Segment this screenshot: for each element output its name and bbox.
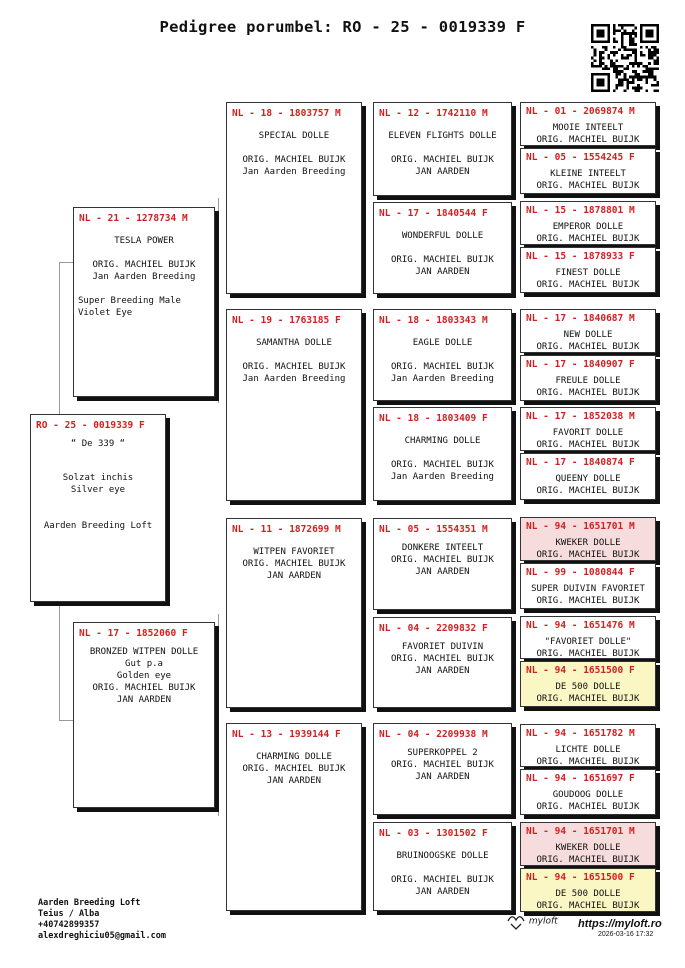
- owner: ORIG. MACHIEL BUIJK: [536, 596, 640, 606]
- pigeon-name: LICHTE DOLLE: [555, 745, 621, 755]
- pigeon-name: CHARMING DOLLE: [256, 752, 332, 762]
- pigeon-name: KWEKER DOLLE: [555, 843, 621, 853]
- gen4-card[interactable]: [373, 723, 512, 815]
- gen3-card[interactable]: [226, 723, 362, 911]
- pigeon-name: DE 500 DOLLE: [555, 682, 621, 692]
- breeder: Jan Aarden Breeding: [242, 374, 346, 384]
- gen4-card[interactable]: [373, 102, 512, 196]
- owner: ORIG. MACHIEL BUIJK: [536, 234, 640, 244]
- ring-number: NL - 94 - 1651701 M: [526, 521, 635, 532]
- owner: ORIG. MACHIEL BUIJK: [536, 694, 640, 704]
- pigeon-name: FAVORIET DUIVIN: [401, 642, 484, 652]
- owner: ORIG. MACHIEL BUIJK: [391, 155, 494, 165]
- father-name: TESLA POWER: [114, 236, 174, 246]
- ring-number: NL - 19 - 1763185 F: [232, 315, 341, 326]
- father-ring: NL - 21 - 1278734 M: [79, 213, 188, 224]
- owner: ORIG. MACHIEL BUIJK: [536, 135, 640, 145]
- owner: ORIG. MACHIEL BUIJK: [536, 388, 640, 398]
- ring-number: NL - 17 - 1840544 F: [379, 208, 488, 219]
- gen5-card[interactable]: [520, 563, 656, 609]
- subject-name: “ De 339 “: [70, 439, 126, 449]
- mother-card[interactable]: [73, 622, 215, 808]
- breeder: Jan Aarden Breeding: [242, 167, 346, 177]
- ring-number: NL - 17 - 1840907 F: [526, 359, 635, 370]
- gen4-card[interactable]: [373, 202, 512, 294]
- owner: ORIG. MACHIEL BUIJK: [536, 440, 640, 450]
- footer-loft: Aarden Breeding Loft: [38, 898, 141, 908]
- gen5-card[interactable]: [520, 148, 656, 194]
- father-owner: ORIG. MACHIEL BUIJK: [92, 260, 196, 270]
- mother-eye: Golden eye: [116, 671, 172, 681]
- ring-number: NL - 12 - 1742110 M: [379, 108, 488, 119]
- gen5-card[interactable]: [520, 724, 656, 767]
- ring-number: NL - 94 - 1651701 M: [526, 826, 635, 837]
- ring-number: NL - 11 - 1872699 M: [232, 524, 341, 535]
- ring-number: NL - 15 - 1878801 M: [526, 205, 635, 216]
- pigeon-name: FINEST DOLLE: [555, 268, 621, 278]
- footer-location: Teius / Alba: [38, 909, 100, 919]
- gen5-card-highlighted[interactable]: [520, 868, 656, 912]
- pigeon-name: FAVORIT DOLLE: [552, 428, 624, 438]
- ring-number: NL - 04 - 2209832 F: [379, 623, 488, 634]
- myloft-logo-icon: [506, 912, 526, 930]
- owner: ORIG. MACHIEL BUIJK: [536, 342, 640, 352]
- pigeon-name: EAGLE DOLLE: [412, 338, 473, 348]
- pigeon-name: EMPEROR DOLLE: [552, 222, 624, 232]
- gen4-card[interactable]: [373, 309, 512, 401]
- gen5-card[interactable]: [520, 769, 656, 815]
- owner: ORIG. MACHIEL BUIJK: [536, 901, 640, 911]
- pigeon-name: KLEINE INTEELT: [550, 169, 626, 179]
- mother-name: BRONZED WITPEN DOLLE: [89, 647, 199, 657]
- owner: ORIG. MACHIEL BUIJK: [242, 559, 346, 569]
- owner: ORIG. MACHIEL BUIJK: [536, 649, 640, 659]
- owner: ORIG. MACHIEL BUIJK: [536, 855, 640, 865]
- gen3-card[interactable]: [226, 518, 362, 708]
- breeder: Jan Aarden Breeding: [391, 472, 494, 482]
- breeder: JAN AARDEN: [415, 267, 470, 277]
- owner: ORIG. MACHIEL BUIJK: [391, 555, 494, 565]
- breeder: JAN AARDEN: [415, 567, 470, 577]
- pigeon-name: CHARMING DOLLE: [404, 436, 481, 446]
- mother-breeder: JAN AARDEN: [116, 695, 172, 705]
- site-link[interactable]: https://myloft.ro: [578, 918, 662, 930]
- ring-number: NL - 15 - 1878933 F: [526, 251, 635, 262]
- ring-number: NL - 94 - 1651500 F: [526, 872, 635, 883]
- breeder: JAN AARDEN: [415, 167, 470, 177]
- gen5-card[interactable]: [520, 102, 656, 146]
- pigeon-name: WITPEN FAVORIET: [253, 547, 335, 557]
- gen5-card-highlighted[interactable]: [520, 822, 656, 866]
- ring-number: NL - 05 - 1554351 M: [379, 524, 488, 535]
- pigeon-name: SUPERKOPPEL 2: [407, 748, 478, 758]
- ring-number: NL - 94 - 1651476 M: [526, 620, 635, 631]
- gen5-card[interactable]: [520, 201, 656, 245]
- owner: ORIG. MACHIEL BUIJK: [391, 255, 494, 265]
- ring-number: NL - 13 - 1939144 F: [232, 729, 341, 740]
- owner: ORIG. MACHIEL BUIJK: [391, 760, 494, 770]
- gen5-card-highlighted[interactable]: [520, 661, 656, 707]
- breeder: JAN AARDEN: [415, 666, 470, 676]
- mother-owner: ORIG. MACHIEL BUIJK: [92, 683, 196, 693]
- gen5-card-highlighted[interactable]: [520, 517, 656, 561]
- subject-eye: Silver eye: [70, 485, 126, 495]
- ring-number: NL - 03 - 1301502 F: [379, 828, 488, 839]
- gen3-card[interactable]: [226, 102, 362, 294]
- pigeon-name: SAMANTHA DOLLE: [256, 338, 332, 348]
- pigeon-name: WONDERFUL DOLLE: [401, 231, 484, 241]
- pigeon-name: NEW DOLLE: [563, 330, 613, 340]
- ring-number: NL - 99 - 1080844 F: [526, 567, 635, 578]
- owner: ORIG. MACHIEL BUIJK: [391, 654, 494, 664]
- owner: ORIG. MACHIEL BUIJK: [242, 362, 346, 372]
- owner: ORIG. MACHIEL BUIJK: [536, 757, 640, 767]
- owner: ORIG. MACHIEL BUIJK: [536, 802, 640, 812]
- gen5-card[interactable]: [520, 407, 656, 451]
- pigeon-name: "FAVORIET DOLLE": [544, 637, 632, 647]
- subject-color: Solzat inchis: [62, 473, 134, 483]
- ring-number: NL - 05 - 1554245 F: [526, 152, 635, 163]
- ring-number: NL - 04 - 2209938 M: [379, 729, 488, 740]
- contact-block: [38, 898, 166, 942]
- gen4-card[interactable]: [373, 518, 512, 610]
- owner: ORIG. MACHIEL BUIJK: [391, 875, 494, 885]
- mother-ring: NL - 17 - 1852060 F: [79, 628, 188, 639]
- ring-number: NL - 17 - 1852038 M: [526, 411, 635, 422]
- owner: ORIG. MACHIEL BUIJK: [536, 280, 640, 290]
- gen5-card[interactable]: [520, 355, 656, 401]
- breeder: JAN AARDEN: [266, 571, 322, 581]
- breeder: JAN AARDEN: [415, 887, 470, 897]
- breeder: JAN AARDEN: [415, 772, 470, 782]
- pigeon-name: BRUINOOGSKE DOLLE: [396, 851, 489, 861]
- gen5-card[interactable]: [520, 616, 656, 659]
- pigeon-name: ELEVEN FLIGHTS DOLLE: [388, 131, 497, 141]
- father-card[interactable]: [73, 207, 215, 397]
- father-note: Super Breeding Male: [78, 296, 181, 306]
- pigeon-name: KWEKER DOLLE: [555, 538, 621, 548]
- footer-phone: +40742899357: [38, 920, 100, 930]
- ring-number: NL - 17 - 1840874 F: [526, 457, 635, 468]
- gen5-card[interactable]: [520, 309, 656, 353]
- gen5-card[interactable]: [520, 453, 656, 500]
- ring-number: NL - 94 - 1651782 M: [526, 728, 635, 739]
- page-title: Pedigree porumbel: RO - 25 - 0019339 F: [159, 18, 526, 36]
- print-datetime: 2026-03-16 17:32: [598, 931, 654, 938]
- pigeon-name: DONKERE INTEELT: [401, 543, 484, 553]
- pigeon-name: SPECIAL DOLLE: [258, 131, 330, 141]
- pigeon-name: GOUDOOG DOLLE: [552, 790, 624, 800]
- pigeon-name: MOOIE INTEELT: [552, 123, 624, 133]
- gen4-card[interactable]: [373, 822, 512, 911]
- breeder: JAN AARDEN: [266, 776, 322, 786]
- owner: ORIG. MACHIEL BUIJK: [536, 486, 640, 496]
- gen4-card[interactable]: [373, 617, 512, 708]
- owner: ORIG. MACHIEL BUIJK: [391, 362, 494, 372]
- subject-loft: Aarden Breeding Loft: [43, 521, 153, 531]
- subject-card[interactable]: [30, 414, 166, 602]
- father-eye: Violet Eye: [78, 308, 133, 318]
- ring-number: NL - 18 - 1803343 M: [379, 315, 488, 326]
- ring-number: NL - 01 - 2069874 M: [526, 106, 635, 117]
- gen3-card[interactable]: [226, 309, 362, 501]
- mother-pattern: Gut p.a: [125, 659, 163, 669]
- subject-ring: RO - 25 - 0019339 F: [36, 420, 145, 431]
- ring-number: NL - 18 - 1803409 F: [379, 413, 488, 424]
- breeder: Jan Aarden Breeding: [391, 374, 494, 384]
- pigeon-name: SUPER DUIVIN FAVORIET: [531, 584, 645, 594]
- owner: ORIG. MACHIEL BUIJK: [242, 764, 346, 774]
- owner: ORIG. MACHIEL BUIJK: [536, 550, 640, 560]
- pigeon-name: QUEENY DOLLE: [555, 474, 621, 484]
- footer-email[interactable]: alexdreghiciu05@gmail.com: [38, 931, 166, 941]
- owner: ORIG. MACHIEL BUIJK: [242, 155, 346, 165]
- gen4-card[interactable]: [373, 407, 512, 501]
- owner: ORIG. MACHIEL BUIJK: [391, 460, 494, 470]
- pigeon-name: DE 500 DOLLE: [555, 889, 621, 899]
- owner: ORIG. MACHIEL BUIJK: [536, 181, 640, 191]
- ring-number: NL - 94 - 1651500 F: [526, 665, 635, 676]
- father-breeder: Jan Aarden Breeding: [92, 272, 196, 282]
- pigeon-name: FREULE DOLLE: [555, 376, 621, 386]
- ring-number: NL - 18 - 1803757 M: [232, 108, 341, 119]
- logo-text: myloft: [528, 916, 558, 927]
- gen5-card[interactable]: [520, 247, 656, 293]
- ring-number: NL - 17 - 1840687 M: [526, 313, 635, 324]
- myloft-logo: [506, 912, 558, 930]
- qr-code-icon: [591, 24, 659, 92]
- ring-number: NL - 94 - 1651697 F: [526, 773, 635, 784]
